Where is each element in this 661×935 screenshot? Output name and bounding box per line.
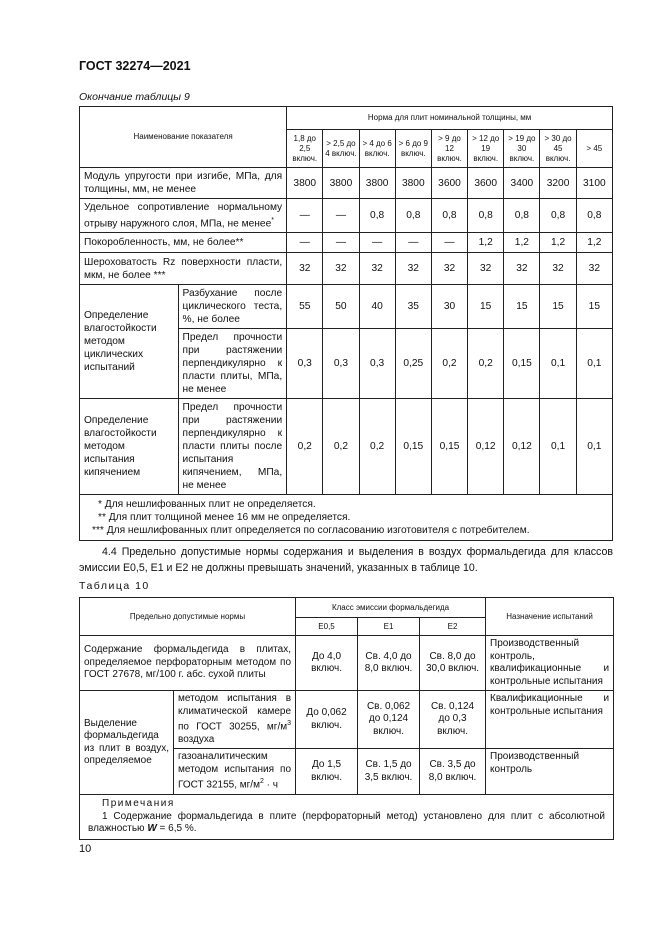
- cell-3-2: 32: [359, 253, 395, 285]
- row-name-0: Модуль упругости при изгибе, МПа, для толщины, мм, не менее: [80, 168, 287, 199]
- group2-cell-0-3: 0,15: [395, 399, 431, 495]
- thickness-col-2: > 4 до 6 включ.: [359, 130, 395, 168]
- table9-caption: Окончание таблицы 9: [79, 91, 190, 103]
- group-name: Выделение формальдегида из плит в воздух, определяемое: [80, 691, 174, 795]
- group2-cell-0-1: 0,2: [323, 399, 359, 495]
- row1-e2: Св. 8,0 до 30,0 включ.: [420, 636, 486, 691]
- group2-cell-0-8: 0,1: [576, 399, 612, 495]
- cell-0-5: 3600: [468, 168, 504, 199]
- group1-cell-0-4: 30: [431, 285, 467, 329]
- group1-cell-1-6: 0,15: [504, 329, 540, 399]
- group1-cell-0-3: 35: [395, 285, 431, 329]
- col-class: Класс эмиссии формальдегида: [296, 598, 486, 618]
- group1-cell-1-8: 0,1: [576, 329, 612, 399]
- cell-0-6: 3400: [504, 168, 540, 199]
- row2-e1: Св. 0,062 до 0,124 включ.: [358, 691, 420, 749]
- cell-1-7: 0,8: [540, 199, 576, 233]
- cell-1-8: 0,8: [576, 199, 612, 233]
- group1-cell-0-5: 15: [468, 285, 504, 329]
- cell-2-7: 1,2: [540, 233, 576, 253]
- cell-3-1: 32: [323, 253, 359, 285]
- group2-cell-0-5: 0,12: [468, 399, 504, 495]
- col-limits: Предельно допустимые нормы: [80, 598, 296, 636]
- cell-0-0: 3800: [287, 168, 323, 199]
- standard-header: ГОСТ 32274—2021: [79, 59, 191, 73]
- row1-purpose: Производственный контроль, квалификационные и контрольные испытания: [486, 636, 614, 691]
- note-3: *** Для нешлифованных плит определяется по согласованию изготовителя с потребителем.: [92, 525, 530, 537]
- group2-cell-0-0: 0,2: [287, 399, 323, 495]
- group2-cell-0-2: 0,2: [359, 399, 395, 495]
- group1-cell-1-2: 0,3: [359, 329, 395, 399]
- cell-3-4: 32: [431, 253, 467, 285]
- group1-cell-0-1: 50: [323, 285, 359, 329]
- notes-title: Примечания: [102, 798, 175, 810]
- group1-cell-0-8: 15: [576, 285, 612, 329]
- table-10: [79, 597, 614, 840]
- row3-e2: Св. 3,5 до 8,0 включ.: [420, 749, 486, 795]
- cell-0-2: 3800: [359, 168, 395, 199]
- cell-2-1: —: [323, 233, 359, 253]
- paragraph-4-4: 4.4 Предельно допустимые нормы содержания и выделения в воздух формальдегида для классов эмиссии Е0,5, Е1 и Е2 не должны превышать значений, указанных в таблице 10.: [79, 546, 613, 574]
- thickness-col-6: > 19 до 30 включ.: [504, 130, 540, 168]
- group1-sub-0: Разбухание после циклического теста, %, не более: [178, 285, 287, 329]
- row-name-3: Шероховатость Rz поверхности пласти, мкм, не более ***: [80, 253, 287, 285]
- group1-cell-1-4: 0,2: [431, 329, 467, 399]
- page-number: 10: [79, 843, 92, 855]
- group2-cell-0-4: 0,15: [431, 399, 467, 495]
- cell-1-0: —: [287, 199, 323, 233]
- col-purpose: Назначение испытаний: [486, 598, 614, 636]
- col-indicator: Наименование показателя: [80, 107, 287, 168]
- group2-name: Определение влагостойкости методом испытания кипячением: [80, 399, 179, 495]
- row2-e2: Св. 0,124 до 0,3 включ.: [420, 691, 486, 749]
- note-10-1: 1 Содержание формальдегида в плите (перфораторный метод) установлено для плит с абсолютной влажностью W = 6,5 %.: [88, 810, 606, 835]
- group1-sub-1: Предел прочности при растяжении перпендикулярно к пласти плиты, МПа, не менее: [178, 329, 287, 399]
- row3-method: газоаналитическим методом испытания по ГОСТ 32155, $мг/м^2 \cdot ч$: [174, 749, 296, 795]
- cell-2-8: 1,2: [576, 233, 612, 253]
- group2-cell-0-6: 0,12: [504, 399, 540, 495]
- row2-e05: До 0,062 включ.: [296, 691, 358, 749]
- thickness-col-4: > 9 до 12 включ.: [431, 130, 467, 168]
- group2-sub-0: Предел прочности при растяжении перпендикулярно к пласти плиты после испытания кипячением, МПа, не менее: [178, 399, 287, 495]
- cell-3-6: 32: [504, 253, 540, 285]
- thickness-col-3: > 6 до 9 включ.: [395, 130, 431, 168]
- group1-cell-1-1: 0,3: [323, 329, 359, 399]
- row3-e05: До 1,5 включ.: [296, 749, 358, 795]
- cell-0-4: 3600: [431, 168, 467, 199]
- group1-cell-0-6: 15: [504, 285, 540, 329]
- row-name-1: Удельное сопротивление нормальному отрыву наружного слоя, МПа, не менее*: [80, 199, 287, 233]
- cell-0-7: 3200: [540, 168, 576, 199]
- thickness-col-1: > 2,5 до 4 включ.: [323, 130, 359, 168]
- row3-purpose: Производственный контроль: [486, 749, 614, 795]
- cell-0-3: 3800: [395, 168, 431, 199]
- group1-cell-0-7: 15: [540, 285, 576, 329]
- group2-cell-0-7: 0,1: [540, 399, 576, 495]
- cell-2-6: 1,2: [504, 233, 540, 253]
- group1-cell-1-3: 0,25: [395, 329, 431, 399]
- row1-name: Содержание формальдегида в плитах, определяемое перфораторным методом по ГОСТ 27678, мг/100 г. абс. сухой плиты: [80, 636, 296, 691]
- cell-2-2: —: [359, 233, 395, 253]
- group1-cell-1-5: 0,2: [468, 329, 504, 399]
- cell-1-5: 0,8: [468, 199, 504, 233]
- cell-1-4: 0,8: [431, 199, 467, 233]
- cell-3-7: 32: [540, 253, 576, 285]
- row1-e05: До 4,0 включ.: [296, 636, 358, 691]
- class-e1: Е1: [358, 618, 420, 636]
- cell-0-1: 3800: [323, 168, 359, 199]
- table-9: [79, 106, 613, 541]
- cell-3-3: 32: [395, 253, 431, 285]
- cell-3-5: 32: [468, 253, 504, 285]
- cell-1-2: 0,8: [359, 199, 395, 233]
- group1-cell-1-7: 0,1: [540, 329, 576, 399]
- row-name-2: Покоробленность, мм, не более**: [80, 233, 287, 253]
- cell-0-8: 3100: [576, 168, 612, 199]
- cell-3-0: 32: [287, 253, 323, 285]
- thickness-col-0: 1,8 до 2,5 включ.: [287, 130, 323, 168]
- cell-2-5: 1,2: [468, 233, 504, 253]
- row3-e1: Св. 1,5 до 3,5 включ.: [358, 749, 420, 795]
- note-1: * Для нешлифованных плит не определяется.: [98, 499, 316, 511]
- note-2: ** Для плит толщиной менее 16 мм не определяется.: [98, 512, 351, 524]
- thickness-col-8: > 45: [576, 130, 612, 168]
- thickness-col-5: > 12 до 19 включ.: [468, 130, 504, 168]
- cell-2-0: —: [287, 233, 323, 253]
- row2-purpose: Квалификационные и контрольные испытания: [486, 691, 614, 749]
- table10-caption: Таблица 10: [79, 580, 150, 592]
- cell-2-3: —: [395, 233, 431, 253]
- cell-1-3: 0,8: [395, 199, 431, 233]
- class-e2: Е2: [420, 618, 486, 636]
- group1-cell-1-0: 0,3: [287, 329, 323, 399]
- cell-2-4: —: [431, 233, 467, 253]
- row1-e1: Св. 4,0 до 8,0 включ.: [358, 636, 420, 691]
- class-e05: Е0,5: [296, 618, 358, 636]
- group1-cell-0-2: 40: [359, 285, 395, 329]
- group1-name: Определение влагостойкости методом циклических испытаний: [80, 285, 179, 399]
- col-norm: Норма для плит номинальной толщины, мм: [287, 107, 613, 130]
- group1-cell-0-0: 55: [287, 285, 323, 329]
- row2-method: методом испытания в климатической камере по ГОСТ 30255, $мг/м^3$ воздуха: [174, 691, 296, 749]
- cell-1-6: 0,8: [504, 199, 540, 233]
- thickness-col-7: > 30 до 45 включ.: [540, 130, 576, 168]
- cell-3-8: 32: [576, 253, 612, 285]
- cell-1-1: —: [323, 199, 359, 233]
